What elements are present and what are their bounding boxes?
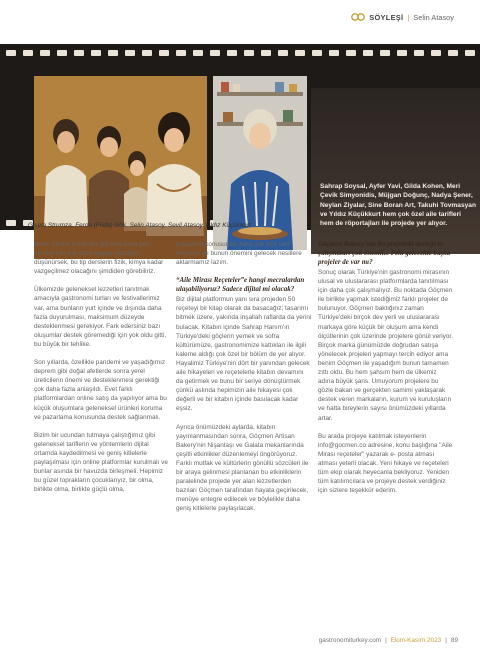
film-perforation <box>329 50 339 56</box>
film-perforation <box>346 50 356 56</box>
photo-caption-bar: Gisela Strumza, Ferda (Frida) Gök, Selin Atasoy, Sevil Atasoy Yıldız Küçükkurt <box>28 222 251 229</box>
film-perforation <box>176 50 186 56</box>
paragraph: Bu arada projeye katılmak isteyenlerin info@gocmen.co adresine, konu başlığına "Aile Mirası reçeteler" yazarak e- posta atması atması yeterli olacak. Yeni hikaye ve reçeteleri tüm ekip olarak heyecanla bekliyoruz. Yeniden tüm katılımcılara ve projeye destek verdiğiniz için sizlere teşekkür ederim. <box>318 432 453 495</box>
film-perforation <box>57 50 67 56</box>
footer-issue: Ekim-Kasım 2023 <box>390 637 442 644</box>
interview-question: “Aile Mirası Reçeteler”e hangi mecralardan ulaşabiliyoruz? Sadece dijital mi olacak? <box>176 276 305 294</box>
family-vintage-photo-illustration <box>34 76 207 259</box>
column-2 <box>176 240 312 522</box>
photo-caption-contributors: Sahrap Soysal, Ayfer Yavi, Gilda Kohen, Meri Çevik Simyonidis, Müjgan Doğunç, Nadya Şener, Neylan Ziyalar, Sine Boran Art, Takuhi Tovmasyan ve Yıldız Küçükkurt hem çok özel aile tarifleri hem de röportajları ile projede yer alıyor. <box>320 183 476 228</box>
film-perforation <box>193 50 203 56</box>
film-perforation <box>210 50 220 56</box>
paragraph: Son yıllarda, özellikle pandemi ve yaşadığımız deprem gibi doğal afetlerde sonra yerel üreticilerin önemi ve desteklenmesi gerektiği çok daha fazla anlaşıldı. Evet farklı platformlardan online satış da yapılıyor ama bu küçük oluşumlara geleneksel ürünleri koruma ve pazarlama konusunda destek sağlanmalı. <box>34 359 167 421</box>
film-perforation <box>261 50 271 56</box>
film-perforation <box>40 50 50 56</box>
paragraph: Bizim bir ucundan tutmaya çalıştığımız gibi geleneksel tariflerin ve yöntemlerin dijital ortamda kaydedilmesi ve geniş kitlelerle paylaşılması için online platformlar kurulmalı ve bunlar asında bir havuzda birleşmeli. Hepimiz bu güzel toprakların çocuklarıyız, bir olma, birlikte olma, birlikte güçlü olma, <box>34 431 168 494</box>
header-separator: | <box>407 12 410 22</box>
page-footer <box>319 637 458 644</box>
paragraph: Biz dijital platformun yanı sıra projeden 50 reçeteyi bir kitap olarak da basacağız; tasarımı bitmek üzere, yakında inşallah raflarda da yerini bulacak. Kitabın içinde Sahrap Hanım'ın Türkiye'deki göçlerin yemek ve sofra kültürümüze, gastronomimize kattıkları ile ilgili kaleme aldığı çok özel bir bölüm de yer alıyor. Hayalimiz Türkiye'nin dört bir yanından gelecek aile hikayeleri ve reçetelerle kitabın devamını da getirmek ve bunu bir seriye dönüştürmek çünkü aslında hepimizin aile hikayesi çok değerli ve bir kitabın içinde basılacak kadar eşsiz. <box>176 296 312 413</box>
film-perforations-top <box>0 50 480 58</box>
magazine-logo-icon <box>351 12 365 22</box>
film-perforation <box>448 50 458 56</box>
footer-separator: | <box>445 637 447 644</box>
film-perforation <box>6 220 16 226</box>
paragraph: Sonuç olarak Türkiye'nin gastronomi mirasının ulusal ve uluslararası platformlarda tanıtılması için daha çok çalışmalıyız. Bu noktada Göçmen ile birlikte yapmak istediğimiz farklı projeler de bulunuyor. Göçmen baktığınız zaman Türkiye'deki birçok dev yerli ve uluslararası markaya göre küçük bir oluşum ama kendi ölçütlerinin çok üzerinde projelere gönül veriyor. Birçok marka günümüzde doğrudan satışa yönelecek projeleri yapmayı tercih ediyor ama benim Göçmen ile yaşadığım bunun tamamen zıttı oldu. Bu hem şahsım hem de ülkemiz adına büyük şans. Umuyorum projelere bu gözle bakan ve gerçekten samimi yaklaşarak destek veren markaların, kurum ve kuruluşların ve hatta bireylerin sayısı önümüzdeki yıllarda artar. <box>318 269 453 422</box>
film-perforation <box>397 50 407 56</box>
film-perforation <box>278 50 288 56</box>
film-perforation <box>312 50 322 56</box>
filmstrip-banner <box>0 44 480 230</box>
film-perforation <box>465 50 475 56</box>
paragraph: paylaşma konusunda daha çok efor sarf etmemiz ve bunun önemini gelecek nesillere aktarmamız lazım. <box>176 241 302 267</box>
film-perforation <box>142 50 152 56</box>
paragraph: Ülkemizde geleneksel lezzetleri tanıtmak amacıyla gastronomi turları ve festivallerimiz var, ama bunların yurt içinde ve dışında daha fazla duyurulması, maksimum düzeyde desteklenmesi gerekiyor. Fark edersiniz bazı oluşumlar destek göremediği için yok oldu gitti, bu büyük bir tehlike. <box>34 286 167 348</box>
footer-site: gastronomiturkey.com <box>318 637 382 644</box>
film-perforation <box>431 50 441 56</box>
film-perforation <box>108 50 118 56</box>
paragraph: tarım, üretim imkanları gibi konuların yeni nesiller için çok daha hayati olacağını düşünürsek, bu tip derslerin fizik, kimya kadar vazgeçilmez olacağını şimdiden görebiliriz. <box>34 241 164 276</box>
film-perforation <box>227 50 237 56</box>
author-name: Selin Atasoy <box>413 12 454 22</box>
film-perforation <box>363 50 373 56</box>
film-perforation <box>125 50 135 56</box>
footer-separator: | <box>385 637 387 644</box>
film-perforation <box>159 50 169 56</box>
film-perforation <box>380 50 390 56</box>
film-perforation <box>74 50 84 56</box>
column-1 <box>34 240 170 503</box>
film-perforation <box>23 50 33 56</box>
interview-question: Göçmen Bakery'nin bu projedeki desteği ve çalışmaları çok önemli... Peki gelecekte başka projeler de var mı? <box>318 240 451 266</box>
film-perforation <box>91 50 101 56</box>
film-perforation <box>6 50 16 56</box>
page-header <box>351 12 454 22</box>
film-perforation <box>244 50 254 56</box>
film-perforation <box>295 50 305 56</box>
page-number: 89 <box>450 637 458 644</box>
paragraph: Ayrıca önümüzdeki aylarda, kitabın yayınlanmasından sonra, Göçmen Artisan Bakery'nin Nişantaşı ve Galata mekanlarında çeşitli etkinlikler düzenlemeyi öngörüyoruz. Farklı mutfak ve kültürlerin gönüllü sözcüleri ile bir araya gelinmesi planlanan bu etkinliklerin paralelinde projede yer alan lezzetlerden bazıları Göçmen tarafından hayata geçirilecek, menüye entegre edilecek ve böylelikle daha geniş kitlelerle paylaşılacak. <box>176 423 309 513</box>
dark-photo-panel <box>311 88 480 254</box>
family-vintage-photo <box>34 76 207 259</box>
column-3 <box>318 240 454 504</box>
section-label: SÖYLEŞİ <box>369 12 404 22</box>
film-perforation <box>414 50 424 56</box>
